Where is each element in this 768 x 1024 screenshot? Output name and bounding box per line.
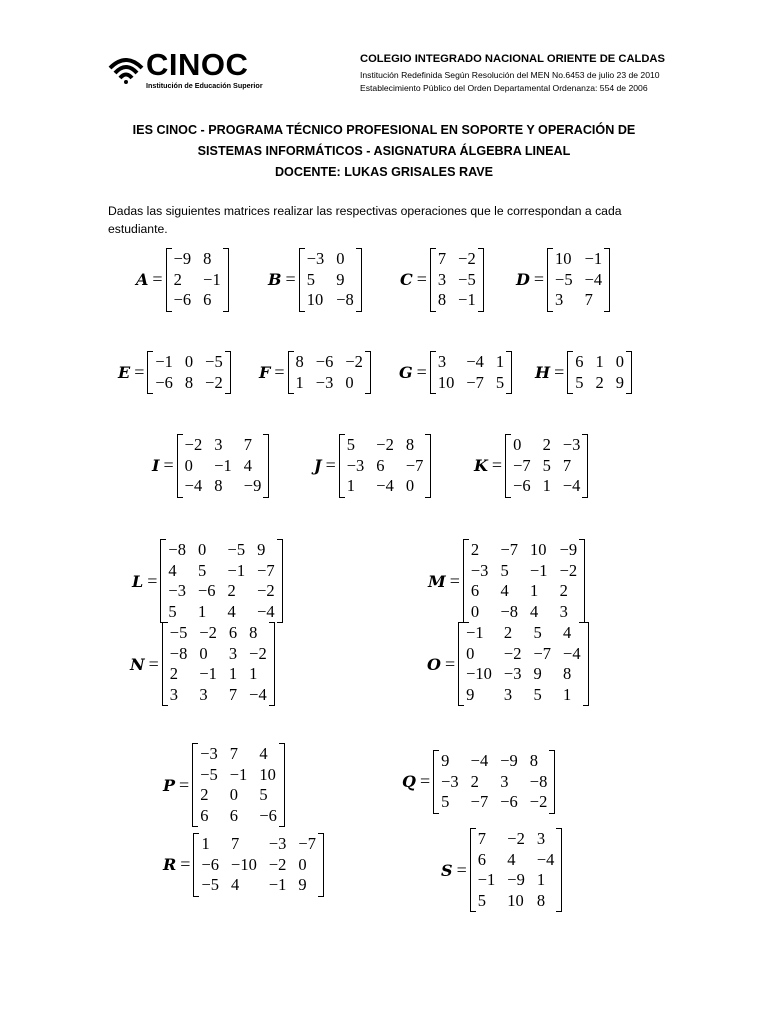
matrix-cell: −9 — [507, 870, 525, 889]
matrix-cell: 4 — [500, 581, 509, 600]
matrix-cell: 7 — [231, 834, 240, 853]
equals-sign: = — [134, 362, 145, 382]
institution-name: COLEGIO INTEGRADO NACIONAL ORIENTE DE CALDAS — [360, 53, 665, 65]
matrix-cell: 0 — [345, 372, 354, 392]
matrix-cell: −1 — [203, 269, 221, 289]
matrix-cell: −3 — [200, 744, 218, 763]
matrix-cell: −2 — [249, 643, 267, 663]
matrix-cell: −4 — [536, 849, 555, 869]
matrix-cell: −2 — [199, 623, 217, 642]
matrix-cell: −10 — [231, 854, 257, 874]
matrix-cell: 2 — [227, 581, 236, 600]
matrix-cell: −5 — [169, 623, 188, 642]
matrix-cell: −1 — [268, 875, 287, 894]
matrix-cell: −5 — [458, 269, 476, 289]
logo-subtitle: Institución de Educación Superior — [146, 81, 263, 90]
matrix-cell: 6 — [376, 455, 385, 475]
matrix-cell: 0 — [197, 540, 207, 559]
equals-sign: = — [449, 570, 460, 591]
matrix-cell: 1 — [197, 601, 207, 621]
matrix-cell: −8 — [168, 540, 186, 559]
matrix-cell: 5 — [575, 372, 584, 392]
matrix-d-label: D — [516, 270, 530, 290]
matrix-cell: 4 — [530, 601, 539, 621]
matrix-cell: −5 — [200, 764, 218, 784]
matrix-cell: 9 — [466, 684, 475, 704]
matrix-o-label: O — [427, 654, 441, 674]
matrix-cell: −3 — [168, 581, 186, 600]
matrix-r-block — [163, 833, 324, 897]
matrix-cell: −7 — [533, 643, 552, 663]
matrix-cell: 5 — [533, 623, 542, 642]
matrix-cell: 8 — [536, 890, 546, 910]
matrix-cell: −6 — [201, 854, 220, 874]
matrix-cell: 6 — [470, 581, 480, 600]
matrix-cell: 3 — [503, 684, 513, 704]
matrix-p-block — [163, 743, 285, 827]
matrix-cell: −6 — [259, 805, 277, 825]
equals-sign: = — [179, 774, 190, 795]
matrix-e-label: E — [118, 363, 131, 382]
matrix-cell: 4 — [231, 875, 240, 894]
matrix-cell: −1 — [229, 764, 248, 784]
matrix-cell: −2 — [257, 581, 275, 600]
matrix-a-label: A — [136, 270, 149, 290]
equals-sign: = — [147, 570, 158, 591]
matrix-cell: −4 — [563, 643, 581, 663]
matrix-cell: 5 — [500, 560, 509, 580]
matrix-cell: 3 — [536, 829, 546, 848]
matrix-cell: 8 — [249, 623, 258, 642]
matrix-cell: −1 — [458, 290, 476, 309]
matrix-s-label: S — [441, 860, 453, 880]
matrix-cell: 10 — [437, 372, 455, 392]
matrix-r — [193, 833, 324, 897]
matrix-cell: 9 — [533, 664, 542, 683]
matrix-cell: −6 — [315, 352, 334, 371]
matrix-cell: 5 — [477, 890, 486, 910]
title-line-1: IES CINOC - PROGRAMA TÉCNICO PROFESIONAL EN SOPORTE Y OPERACIÓN DE — [132, 123, 636, 137]
matrix-cell: −3 — [315, 372, 334, 392]
matrix-m — [463, 539, 585, 623]
matrix-cell: −7 — [513, 455, 531, 475]
matrix-cell: −7 — [470, 792, 489, 811]
matrix-cell: 9 — [336, 269, 345, 289]
equals-sign: = — [148, 653, 159, 674]
matrix-cell: 10 — [507, 890, 524, 910]
matrix-cell: 7 — [477, 829, 486, 848]
matrix-cell: 8 — [529, 751, 539, 770]
matrix-cell: −1 — [466, 623, 484, 642]
matrix-cell: −5 — [555, 269, 573, 289]
matrix-r-label: R — [163, 855, 177, 875]
matrix-cell: 0 — [184, 352, 194, 371]
matrix-cell: 2 — [542, 435, 551, 454]
matrix-cell: −9 — [173, 249, 192, 268]
matrix-cell: −3 — [503, 664, 522, 683]
matrix-c-label: C — [400, 270, 413, 290]
matrix-i-block — [152, 434, 269, 498]
title-line-2: SISTEMAS INFORMÁTICOS - ASIGNATURA ÁLGEBRA LINEAL — [197, 144, 571, 158]
matrix-cell: −6 — [173, 290, 192, 309]
matrix-cell: −1 — [214, 455, 232, 475]
matrix-cell: 2 — [503, 623, 513, 642]
matrix-cell: −4 — [249, 684, 267, 704]
matrix-cell: −6 — [500, 792, 518, 811]
matrix-b-label: B — [268, 270, 282, 290]
matrix-cell: 4 — [259, 744, 268, 763]
matrix-cell: −4 — [466, 352, 484, 371]
matrix-cell: 2 — [595, 372, 604, 392]
matrix-k — [505, 434, 588, 498]
matrix-q — [433, 750, 555, 814]
matrix-cell: −6 — [155, 372, 173, 392]
matrix-cell: 8 — [437, 290, 447, 309]
matrix-cell: 1 — [249, 664, 258, 683]
matrix-cell: 0 — [405, 476, 415, 495]
matrix-cell: 3 — [437, 269, 447, 289]
matrix-j-label: J — [314, 456, 322, 476]
matrix-cell: −8 — [169, 643, 188, 663]
matrix-cell: 6 — [575, 352, 584, 371]
matrix-cell: −2 — [458, 249, 476, 268]
matrix-cell: −2 — [559, 560, 578, 580]
institution-block — [360, 53, 680, 94]
matrix-cell: 1 — [563, 684, 572, 704]
matrix-l-label: L — [132, 571, 144, 591]
title-line-3: DOCENTE: LUKAS GRISALES RAVE — [274, 165, 494, 179]
matrix-cell: −3 — [346, 455, 365, 475]
institution-ordinance: Establecimiento Público del Orden Departamental Ordenanza: 554 de 2006 — [360, 83, 648, 93]
matrix-cell: 0 — [229, 785, 238, 804]
matrix-c — [430, 248, 484, 312]
matrix-cell: 5 — [197, 560, 207, 580]
matrix-cell: −1 — [155, 352, 173, 371]
matrix-cell: 2 — [200, 785, 209, 804]
matrix-cell: 9 — [615, 372, 625, 392]
matrix-j — [339, 434, 432, 498]
matrix-n — [162, 622, 275, 706]
equals-sign: = — [325, 455, 336, 476]
matrix-cell: −4 — [376, 476, 394, 495]
matrix-a-block — [136, 248, 229, 312]
matrix-cell: 0 — [513, 435, 522, 454]
matrix-cell: 10 — [259, 764, 276, 784]
matrix-cell: 6 — [229, 805, 238, 825]
matrix-cell: −4 — [184, 476, 203, 495]
matrix-cell: 10 — [555, 249, 572, 268]
matrix-i-label: I — [152, 456, 160, 476]
matrix-cell: 5 — [533, 684, 542, 704]
matrix-cell: 1 — [495, 352, 505, 371]
matrix-cell: 8 — [203, 249, 212, 268]
matrix-cell: −4 — [584, 269, 603, 289]
matrix-cell: 5 — [495, 372, 505, 392]
matrix-cell: 3 — [500, 771, 509, 791]
matrix-cell: 3 — [555, 290, 564, 309]
matrix-cell: −1 — [227, 560, 246, 580]
matrix-cell: 8 — [405, 435, 415, 454]
institution-resolution: Institución Redefinida Según Resolución del MEN No.6453 de julio 23 de 2010 — [360, 70, 660, 80]
matrix-cell: 0 — [184, 455, 193, 475]
equals-sign: = — [554, 362, 565, 382]
matrix-cell: −5 — [201, 875, 220, 894]
instructions-text: Dadas las siguientes matrices realizar las respectivas operaciones que le correspondan a cada estudiante. — [108, 204, 622, 236]
matrix-cell: 4 — [507, 849, 516, 869]
matrix-s-block — [441, 828, 562, 912]
matrix-cell: −6 — [513, 476, 531, 495]
matrix-cell: 1 — [542, 476, 551, 495]
equals-sign: = — [274, 362, 285, 382]
matrix-cell: −2 — [268, 854, 287, 874]
matrix-cell: −7 — [405, 455, 424, 475]
matrix-b-block — [268, 248, 362, 312]
matrix-cell: −1 — [530, 560, 548, 580]
matrix-cell: −3 — [306, 249, 325, 268]
matrix-d-block — [516, 248, 610, 312]
matrix-cell: 6 — [477, 849, 486, 869]
matrix-cell: −8 — [336, 290, 354, 309]
matrix-cell: −4 — [257, 601, 275, 621]
matrix-cell: 0 — [199, 643, 208, 663]
matrix-cell: 0 — [470, 601, 480, 621]
matrix-cell: −5 — [227, 540, 246, 559]
matrix-cell: 3 — [199, 684, 208, 704]
matrix-cell: 5 — [168, 601, 177, 621]
matrix-cell: −10 — [466, 664, 492, 683]
equals-sign: = — [416, 362, 427, 382]
matrix-cell: 5 — [441, 792, 450, 811]
matrix-cell: 0 — [615, 352, 625, 371]
matrix-cell: 4 — [563, 623, 572, 642]
matrix-cell: 1 — [295, 372, 304, 392]
equals-sign: = — [163, 455, 174, 476]
matrix-o — [458, 622, 589, 706]
matrix-cell: −8 — [500, 601, 518, 621]
matrix-cell: −9 — [559, 540, 578, 559]
matrix-q-label: Q — [402, 772, 416, 792]
matrix-o-block — [427, 622, 589, 706]
matrix-cell: 0 — [336, 249, 345, 268]
matrix-l — [160, 539, 282, 623]
matrix-cell: −2 — [529, 792, 548, 811]
matrix-s — [470, 828, 563, 912]
matrix-k-label: K — [474, 456, 488, 476]
matrix-cell: −2 — [205, 372, 223, 392]
matrix-cell: 6 — [228, 623, 238, 642]
matrix-cell: −2 — [184, 435, 203, 454]
matrix-cell: 2 — [169, 664, 179, 683]
matrix-cell: 8 — [295, 352, 304, 371]
matrix-cell: −2 — [345, 352, 363, 371]
matrix-cell: 7 — [562, 455, 572, 475]
matrix-g-label: G — [399, 363, 413, 382]
matrix-f — [288, 351, 371, 394]
matrix-cell: 1 — [595, 352, 604, 371]
matrix-cell: −9 — [243, 476, 262, 495]
equals-sign: = — [456, 859, 467, 880]
matrix-q-block — [402, 750, 555, 814]
matrix-cell: 5 — [259, 785, 268, 804]
matrix-j-block — [314, 434, 431, 498]
matrix-cell: 9 — [441, 751, 450, 770]
cinoc-logo — [108, 47, 263, 96]
matrix-h — [567, 351, 632, 394]
equals-sign: = — [444, 653, 456, 674]
matrix-cell: 0 — [466, 643, 475, 663]
matrix-cell: 7 — [229, 744, 238, 763]
matrix-d — [547, 248, 610, 312]
matrix-cell: 9 — [257, 540, 266, 559]
matrix-cell: 6 — [203, 290, 212, 309]
matrix-cell: −1 — [477, 870, 496, 889]
matrix-cell: 2 — [470, 540, 480, 559]
matrix-cell: 3 — [437, 352, 447, 371]
matrix-p-label: P — [163, 775, 176, 795]
matrix-cell: −7 — [298, 834, 316, 853]
matrix-cell: 1 — [346, 476, 355, 495]
signal-waves-icon — [108, 54, 144, 84]
matrix-k-block — [474, 434, 588, 498]
matrix-cell: 1 — [228, 664, 238, 683]
matrix-cell: 5 — [542, 455, 551, 475]
matrix-cell: −6 — [197, 581, 216, 600]
equals-sign: = — [152, 269, 163, 290]
matrix-cell: 3 — [169, 684, 179, 704]
matrix-cell: −1 — [584, 249, 603, 268]
matrix-cell: 1 — [201, 834, 210, 853]
matrix-n-block — [130, 622, 275, 706]
matrix-cell: 10 — [530, 540, 547, 559]
matrix-c-block — [400, 248, 484, 312]
matrix-cell: −3 — [562, 435, 581, 454]
matrix-cell: −7 — [500, 540, 518, 559]
matrix-cell: 1 — [530, 581, 539, 600]
matrix-cell: 7 — [437, 249, 447, 268]
matrix-h-block — [535, 351, 632, 394]
matrix-cell: 3 — [214, 435, 223, 454]
matrix-cell: 8 — [184, 372, 194, 392]
matrix-cell: −2 — [376, 435, 394, 454]
matrix-f-label: F — [259, 363, 271, 382]
matrix-cell: 5 — [306, 269, 315, 289]
equals-sign: = — [416, 269, 427, 290]
equals-sign: = — [419, 771, 431, 792]
matrix-cell: 4 — [243, 455, 253, 475]
equals-sign: = — [491, 455, 503, 476]
matrix-cell: −3 — [441, 771, 459, 791]
matrix-cell: −7 — [466, 372, 484, 392]
matrix-cell: −8 — [529, 771, 548, 791]
equals-sign: = — [285, 269, 296, 290]
matrix-n-label: N — [130, 654, 145, 674]
matrix-h-label: H — [535, 363, 551, 382]
matrix-cell: 2 — [559, 581, 568, 600]
matrix-cell: −9 — [500, 751, 518, 770]
matrix-m-label: M — [428, 571, 446, 591]
equals-sign: = — [533, 269, 545, 290]
matrix-cell: −5 — [205, 352, 223, 371]
matrix-cell: 2 — [470, 771, 479, 791]
equals-sign: = — [180, 854, 191, 875]
matrix-g-block — [399, 351, 512, 394]
matrix-cell: 7 — [243, 435, 253, 454]
document-title — [0, 120, 768, 183]
matrix-cell: −1 — [199, 664, 217, 683]
matrix-f-block — [259, 351, 371, 394]
matrix-cell: 3 — [228, 643, 238, 663]
matrix-cell: 8 — [563, 664, 572, 683]
matrix-cell: −4 — [470, 751, 489, 770]
matrix-p — [192, 743, 285, 827]
matrix-cell: −2 — [503, 643, 522, 663]
matrix-cell: 4 — [227, 601, 236, 621]
matrix-cell: −2 — [507, 829, 525, 848]
matrix-cell: 7 — [228, 684, 238, 704]
matrix-i — [177, 434, 270, 498]
matrix-cell: −3 — [470, 560, 489, 580]
matrix-cell: −3 — [268, 834, 287, 853]
matrix-a — [166, 248, 229, 312]
matrix-cell: 3 — [559, 601, 568, 621]
matrix-cell: 10 — [306, 290, 324, 309]
matrix-e-block — [118, 351, 231, 394]
logo-name: CINOC — [146, 47, 249, 82]
matrix-cell: 9 — [298, 875, 307, 894]
matrix-cell: 8 — [214, 476, 223, 495]
matrix-m-block — [428, 539, 585, 623]
matrix-cell: 4 — [168, 560, 177, 580]
matrix-b — [299, 248, 362, 312]
matrix-cell: 1 — [536, 870, 546, 889]
matrix-cell: 2 — [173, 269, 182, 289]
matrix-g — [430, 351, 512, 394]
matrix-cell: 6 — [200, 805, 209, 825]
matrix-e — [147, 351, 230, 394]
matrix-cell: −7 — [257, 560, 275, 580]
matrix-cell: 5 — [346, 435, 355, 454]
matrix-cell: −4 — [562, 476, 581, 495]
matrix-l-block — [132, 539, 283, 623]
matrix-cell: 7 — [584, 290, 593, 309]
matrix-cell: 0 — [298, 854, 307, 874]
